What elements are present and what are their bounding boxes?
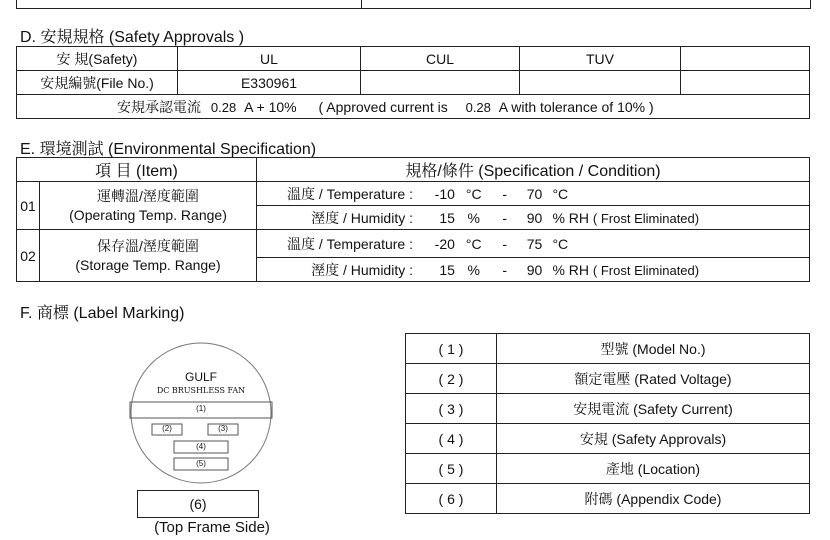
legend-desc: 額定電壓 (Rated Voltage) bbox=[497, 364, 810, 394]
env-temp-cell bbox=[257, 230, 810, 258]
environmental-spec-table bbox=[16, 157, 810, 282]
env-humidity-cell bbox=[257, 258, 810, 282]
approved-current-tail: A with tolerance of 10% ) bbox=[498, 98, 654, 115]
env-humidity-cell bbox=[257, 206, 810, 230]
label-marking-drawing bbox=[128, 340, 274, 486]
legend-key: ( 1 ) bbox=[406, 334, 497, 364]
hum-label: 溼度 / Humidity : bbox=[311, 261, 413, 278]
label-slot-6: (6) bbox=[189, 496, 207, 512]
env-row-item bbox=[40, 230, 257, 282]
safety-approvals-table bbox=[16, 46, 810, 119]
legend-desc: 附碼 (Appendix Code) bbox=[497, 484, 810, 514]
temp-dash: - bbox=[502, 235, 507, 252]
label-caption: (Top Frame Side) bbox=[154, 519, 270, 536]
safety-cul: CUL bbox=[361, 47, 520, 71]
legend-key: ( 3 ) bbox=[406, 394, 497, 424]
hum-dash: - bbox=[502, 261, 507, 278]
hum-unit-2: % RH bbox=[552, 261, 590, 278]
file-no-ul: E330961 bbox=[178, 71, 361, 95]
legend-key: ( 5 ) bbox=[406, 454, 497, 484]
legend-desc: 型號 (Model No.) bbox=[497, 334, 810, 364]
previous-table-fragment bbox=[16, 0, 811, 9]
env-row-item bbox=[40, 182, 257, 230]
approved-current-tolerance: A + 10% bbox=[244, 98, 297, 115]
section-f-title: F. 商標 (Label Marking) bbox=[20, 305, 185, 322]
label-slot-2: (2) bbox=[162, 424, 172, 433]
temp-min: -20 bbox=[434, 235, 455, 252]
approved-current-row bbox=[17, 95, 810, 119]
env-item-zh: 保存溫/溼度範圍 bbox=[97, 237, 199, 254]
approved-current-zh: 安規承認電流 bbox=[117, 98, 201, 115]
approved-current-en: ( Approved current is bbox=[318, 98, 448, 115]
legend-key: ( 2 ) bbox=[406, 364, 497, 394]
approved-current-value-1: 0.28 bbox=[210, 99, 237, 115]
env-item-zh: 運轉溫/溼度範圍 bbox=[97, 187, 199, 204]
env-item-en: (Operating Temp. Range) bbox=[69, 206, 227, 223]
legend-desc: 產地 (Location) bbox=[497, 454, 810, 484]
label-brand: GULF bbox=[184, 370, 217, 384]
label-subtitle: DC BRUSHLESS FAN bbox=[156, 386, 246, 395]
env-header-spec: 規格/條件 (Specification / Condition) bbox=[257, 158, 810, 182]
hum-label: 溼度 / Humidity : bbox=[311, 209, 413, 226]
section-d-title: D. 安規規格 (Safety Approvals ) bbox=[20, 29, 245, 46]
env-header-item: 項 目 (Item) bbox=[17, 158, 257, 182]
safety-ul: UL bbox=[178, 47, 361, 71]
temp-dash: - bbox=[502, 185, 507, 202]
legend-key: ( 6 ) bbox=[406, 484, 497, 514]
legend-key: ( 4 ) bbox=[406, 424, 497, 454]
file-no-cul bbox=[361, 71, 520, 95]
label-slot-4: (4) bbox=[196, 442, 206, 451]
safety-extra bbox=[681, 47, 810, 71]
label-legend-table bbox=[405, 333, 810, 514]
hum-unit-1: % bbox=[467, 209, 480, 226]
hum-min: 15 bbox=[439, 261, 455, 278]
temp-label: 溫度 / Temperature : bbox=[286, 185, 413, 202]
section-e-title: E. 環境測試 (Environmental Specification) bbox=[20, 141, 317, 158]
env-item-en: (Storage Temp. Range) bbox=[75, 256, 221, 273]
temp-label: 溫度 / Temperature : bbox=[286, 235, 413, 252]
file-no-tuv bbox=[520, 71, 681, 95]
env-row-no: 01 bbox=[17, 182, 40, 230]
hum-unit-2: % RH bbox=[552, 209, 590, 226]
temp-unit-1: °C bbox=[465, 235, 482, 252]
hum-max: 90 bbox=[526, 261, 543, 278]
hum-dash: - bbox=[502, 209, 507, 226]
label-slot-6-box bbox=[137, 490, 259, 518]
file-no-extra bbox=[681, 71, 810, 95]
temp-unit-2: °C bbox=[552, 235, 569, 252]
hum-max: 90 bbox=[526, 209, 543, 226]
label-slot-1: (1) bbox=[196, 404, 206, 413]
legend-desc: 安規電流 (Safety Current) bbox=[497, 394, 810, 424]
temp-max: 70 bbox=[526, 185, 543, 202]
legend-desc: 安規 (Safety Approvals) bbox=[497, 424, 810, 454]
safety-label: 安 規(Safety) bbox=[17, 47, 178, 71]
file-no-label: 安規編號(File No.) bbox=[17, 71, 178, 95]
label-slot-3: (3) bbox=[218, 424, 228, 433]
label-slot-5: (5) bbox=[196, 459, 206, 468]
hum-note: ( Frost Eliminated) bbox=[592, 210, 700, 226]
temp-unit-2: °C bbox=[552, 185, 569, 202]
approved-current-value-2: 0.28 bbox=[465, 99, 491, 115]
env-temp-cell bbox=[257, 182, 810, 206]
safety-tuv: TUV bbox=[520, 47, 681, 71]
hum-min: 15 bbox=[439, 209, 455, 226]
temp-min: -10 bbox=[434, 185, 455, 202]
env-row-no: 02 bbox=[17, 230, 40, 282]
temp-max: 75 bbox=[526, 235, 543, 252]
temp-unit-1: °C bbox=[465, 185, 482, 202]
hum-note: ( Frost Eliminated) bbox=[592, 262, 700, 278]
hum-unit-1: % bbox=[467, 261, 480, 278]
